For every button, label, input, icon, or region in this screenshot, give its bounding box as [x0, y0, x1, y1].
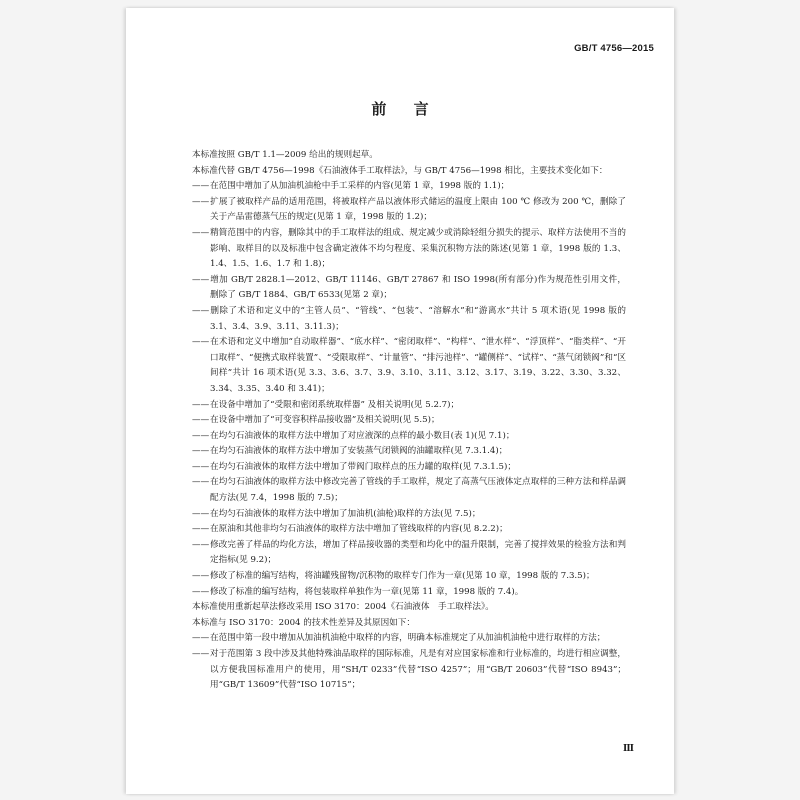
- iso-paragraph: 本标准与 ISO 3170：2004 的技术性差异及其原因如下：: [192, 617, 415, 628]
- list-item-text: 在原油和其他非均匀石油液体的取样方法中增加了管线取样的内容(见 8.2.2)；: [210, 524, 508, 535]
- dash-marker: ——: [192, 430, 210, 441]
- list-item: [174, 507, 626, 523]
- list-item: [174, 195, 626, 226]
- list-item: [174, 647, 626, 694]
- document-page: [126, 8, 674, 794]
- dash-marker: ——: [192, 274, 210, 285]
- dash-marker: ——: [192, 571, 210, 582]
- list-item-text: 在均匀石油液体的取样方法中增加了对应液深的点样的最小数目(表 1)(见 7.1)；: [210, 430, 515, 441]
- list-item-text: 增加 GB/T 2828.1—2012、GB/T 11146、GB/T 27867 和 ISO 1998(所有部分)作为规范性引用文件，删除了 GB/T 1884、GB/T 6533(见第 2 章)；: [210, 274, 626, 301]
- dash-marker: ——: [192, 196, 210, 207]
- page-number: Ⅲ: [623, 744, 634, 754]
- list-item: [174, 304, 626, 335]
- intro-paragraph: 本标准代替 GB/T 4756—1998《石油液体手工取样法》，与 GB/T 4756—1998 相比，主要技术变化如下：: [192, 165, 608, 176]
- list-item: [174, 522, 626, 538]
- dash-marker: ——: [192, 586, 210, 597]
- list-item: [174, 429, 626, 445]
- page-title: 前 言: [371, 100, 429, 118]
- list-item-text: 在设备中增加了“受限和密闭系统取样器” 及相关说明(见 5.2.7)；: [210, 399, 460, 410]
- list-item-text: 修改完善了样品的均化方法，增加了样品接收器的类型和均化中的温升限制，完善了搅拌效果的检验方法和判定指标(见 9.2)；: [210, 539, 626, 566]
- dash-marker: ——: [192, 415, 210, 426]
- list-item-text: 在均匀石油液体的取样方法中增加了加油机(油枪)取样的方法(见 7.5)；: [210, 508, 481, 519]
- list-item-text: 精简范围中的内容，删除其中的手工取样法的组成、规定减少或消除轻组分损失的提示、取样方法使用不当的影响、取样目的以及标准中包含确定液体不均匀程度、采集沉积物方法的陈述(见第 1 章，1998 版的 1.3、1.4、1.5、1.6、1.7 和 1.8)；: [210, 227, 626, 270]
- dash-marker: ——: [192, 508, 210, 519]
- list-item-text: 在均匀石油液体的取样方法中增加了带阀门取样点的压力罐的取样(见 7.3.1.5)；: [210, 461, 516, 472]
- list-item: [174, 475, 626, 506]
- list-item-text: 在术语和定义中增加“自动取样器”、“底水样”、“密闭取样”、“构样”、“泄水样”、“浮顶样”、“脂类样”、“开口取样”、“便携式取样装置”、“受限取样”、“计量管”、“排污池样”、“罐侧样”、“试样”、“蒸气闭锁阀”和“区间样”共计 16 项术语(见 3.3、3.6、3.7、3.9、3.10、3.11、3.12、3.17、3.19、3.22、3.30、3.32、3.34、3.35、3.40 和 3.41)；: [210, 337, 626, 394]
- dash-marker: ——: [192, 446, 210, 457]
- list-item-text: 在范围中增加了从加油机油枪中手工采样的内容(见第 1 章，1998 版的 1.1)；: [210, 181, 510, 192]
- list-item: [174, 444, 626, 460]
- dash-marker: ——: [192, 649, 210, 659]
- dash-marker: ——: [192, 181, 210, 192]
- list-item: [174, 335, 626, 397]
- list-item-text: 在设备中增加了“可变容积样品接收器”及相关说明(见 5.5)；: [210, 415, 440, 426]
- dash-marker: ——: [192, 633, 210, 644]
- intro-paragraph: 本标准按照 GB/T 1.1—2009 给出的规则起草。: [192, 150, 378, 160]
- list-item-text: 扩展了被取样产品的适用范围，将被取样产品以液体形式储运的温度上限由 100 ℃ 修改为 200 ℃，删除了关于产品雷德蒸气压的规定(见第 1 章，1998 版的 1.2)；: [210, 196, 626, 223]
- document-body: [174, 148, 626, 694]
- dash-marker: ——: [192, 477, 210, 488]
- list-item: [174, 538, 626, 569]
- standard-code: GB/T 4756—2015: [574, 43, 654, 54]
- list-item: [174, 226, 626, 273]
- list-item-text: 删除了术语和定义中的“主管人员”、“管线”、“包装”、“溶解水”和“游离水”共计 5 项术语(见 1998 版的 3.1、3.4、3.9、3.11、3.11.3)；: [210, 305, 626, 332]
- dash-marker: ——: [192, 305, 210, 316]
- list-item-text: 修改了标准的编写结构，将包装取样单独作为一章(见第 11 章，1998 版的 7.4)。: [210, 586, 524, 597]
- dash-marker: ——: [192, 399, 210, 410]
- list-item-text: 在范围中第一段中增加从加油机油枪中取样的内容，明确本标准规定了从加油机油枪中进行取样的方法；: [210, 633, 606, 644]
- list-item: [174, 179, 626, 195]
- dash-marker: ——: [192, 227, 210, 238]
- list-item: [174, 631, 626, 647]
- list-item: [174, 398, 626, 414]
- list-item-text: 对于范围第 3 段中涉及其他特殊油品取样的国际标准，凡是有对应国家标准和行业标准的，均进行相应调整，以方便我国标准用户的使用，用“SH/T 0233”代替“ISO 4257”；用“GB/T 20603”代替“ISO 8943”；用“GB/T 13609”代替“ISO 10715”；: [210, 649, 626, 691]
- list-item-text: 在均匀石油液体的取样方法中修改完善了管线的手工取样，规定了高蒸气压液体定点取样的三种方法和样品调配方法(见 7.4，1998 版的 7.5)；: [210, 477, 626, 504]
- list-item: [174, 569, 626, 585]
- changes-list: [174, 179, 626, 600]
- list-item: [174, 460, 626, 476]
- iso-paragraph: 本标准使用重新起草法修改采用 ISO 3170：2004《石油液体 手工取样法》。: [192, 602, 494, 613]
- list-item-text: 修改了标准的编写结构，将油罐残留物/沉积物的取样专门作为一章(见第 10 章，1998 版的 7.3.5)；: [210, 571, 595, 582]
- list-item: [174, 413, 626, 429]
- dash-marker: ——: [192, 337, 210, 348]
- list-item: [174, 273, 626, 304]
- list-item-text: 在均匀石油液体的取样方法中增加了安装蒸气闭锁阀的油罐取样(见 7.3.1.4)；: [210, 446, 508, 457]
- dash-marker: ——: [192, 539, 210, 550]
- dash-marker: ——: [192, 524, 210, 535]
- list-item: [174, 585, 626, 601]
- dash-marker: ——: [192, 461, 210, 472]
- iso-differences-list: [174, 631, 626, 693]
